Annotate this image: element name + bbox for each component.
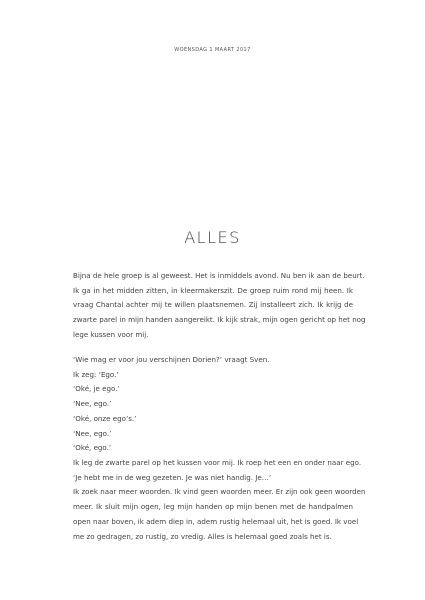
dialogue-line: ‘Oké, onze ego’s.’ xyxy=(73,413,137,423)
paragraph-line: ‘Je hebt me in de weg gezeten. Je was niet handig. Je…’ xyxy=(73,472,272,482)
dialogue-line: ‘Nee, ego.’ xyxy=(73,399,112,409)
dialogue-block xyxy=(73,353,353,456)
paragraph-line: Ik ga in het midden zitten, in kleermakerszit. De groep ruim rond mij heen. Ik xyxy=(73,285,353,295)
dialogue-line: ‘Nee, ego.’ xyxy=(73,428,112,438)
paragraph-closing xyxy=(73,456,366,544)
paragraph-line: zwarte parel in mijn handen aangereikt. Ik kijk strak, mijn ogen gericht op het nog xyxy=(73,315,366,325)
paragraph-line: lege kussen voor mij. xyxy=(73,329,149,339)
paragraph-line: Ik leg de zwarte parel op het kussen voor mij. Ik roep het een en onder naar ego. xyxy=(73,458,362,467)
paragraph-line: Ik zoek naar meer woorden. Ik vind geen woorden meer. Er zijn ook geen woorden xyxy=(73,487,366,497)
article-title: ALLES xyxy=(184,228,241,247)
paragraph-intro xyxy=(73,269,366,343)
paragraph-line: vraag Chantal achter mij te willen plaatsnemen. Zij installeert zich. Ik krijg de xyxy=(73,300,353,310)
dialogue-line: ‘Wie mag er voor jou verschijnen Dorien?’ vraagt Sven. xyxy=(73,355,270,364)
paragraph-line: me zo gedragen, zo rustig, zo vredig. Alles is helemaal goed zoals het is. xyxy=(73,531,332,541)
paragraph-line: meer. Ik sluit mijn ogen, leg mijn handen op mijn benen met de handpalmen xyxy=(73,502,353,512)
paragraph-line: Bijna de hele groep is al geweest. Het is inmiddels avond. Nu ben ik aan de beurt. xyxy=(73,271,365,280)
paragraph-line: open naar boven, ik adem diep in, adem rustig helemaal uit, het is goed. Ik voel xyxy=(73,516,359,526)
article-date: WOENSDAG 1 MAART 2017 xyxy=(174,47,251,53)
dialogue-line: ‘Oké, je ego.’ xyxy=(73,384,120,394)
dialogue-line: Ik zeg: ‘Ego.’ xyxy=(73,369,119,379)
dialogue-line: ‘Oké, ego.’ xyxy=(73,443,112,453)
